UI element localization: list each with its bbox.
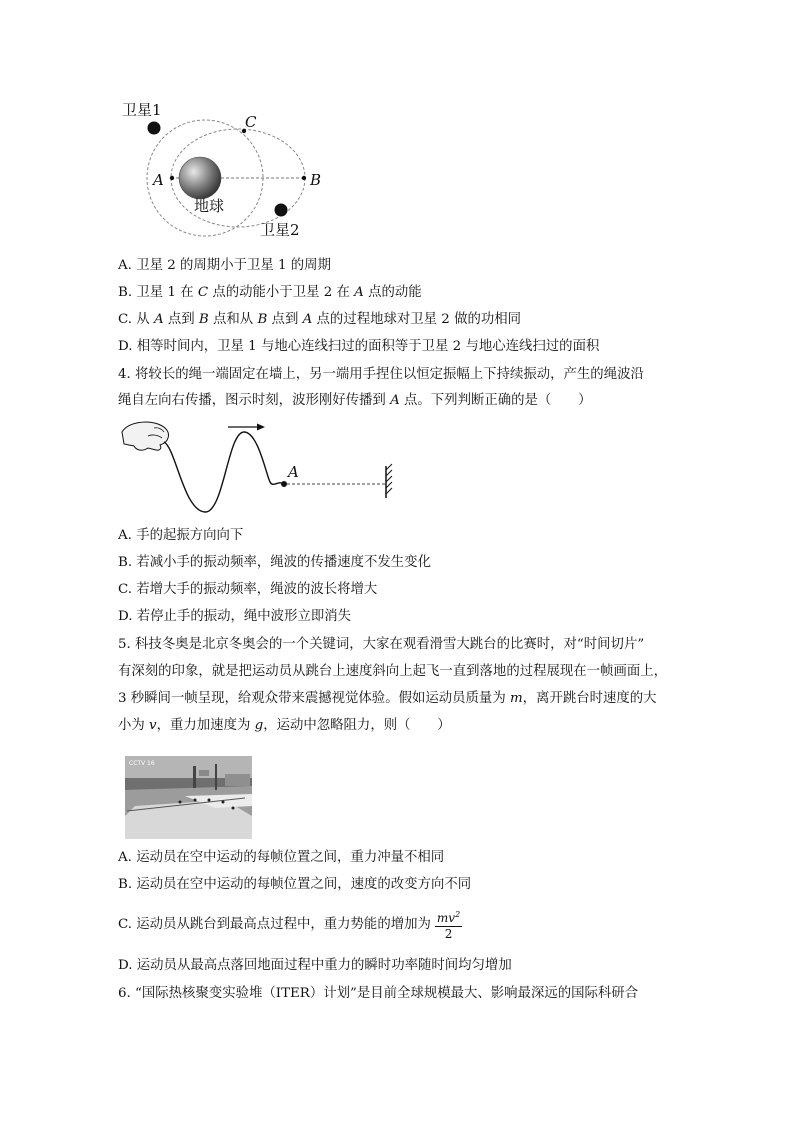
option-text: 点到 xyxy=(163,312,199,327)
q5-stem-line3 xyxy=(118,690,657,708)
q3-option-c xyxy=(118,311,521,329)
option-letter: D. xyxy=(118,958,133,973)
option-text: 点的动能小于卫星 2 在 xyxy=(208,285,355,300)
q5-stem-text: ，运动中忽略阻力，则（ ） xyxy=(263,718,451,733)
q5-stem-line1: 5. 科技冬奥是北京冬奥会的一个关键词，大家在观看滑雪大跳台的比赛时，对“时间切片” xyxy=(118,637,645,652)
option-letter: A. xyxy=(118,528,132,543)
option-letter: B. xyxy=(118,285,133,300)
ski-jump-photo xyxy=(125,756,252,839)
point-a-label: A xyxy=(153,171,164,189)
q5-stem-line2: 有深刻的印象，就是把运动员从跳台上速度斜向上起飞一直到落地的过程展现在一帧画面上， xyxy=(118,664,668,679)
satellite2-dot xyxy=(275,204,288,217)
option-letter: B. xyxy=(118,877,133,892)
q4-stem-text: 点。下列判断正确的是（ ） xyxy=(399,393,592,408)
option-text: 相等时间内，卫星 1 与地心连线扫过的面积等于卫星 2 与地心连线扫过的面积 xyxy=(136,339,600,354)
rope-wave xyxy=(164,432,284,512)
q3-option-a xyxy=(118,257,331,275)
q3-option-b xyxy=(118,284,422,302)
option-var: C xyxy=(197,285,209,300)
option-letter: B. xyxy=(118,555,133,570)
q4-stem-line2 xyxy=(118,392,591,410)
option-text: 若增大手的振动频率，绳波的波长将增大 xyxy=(136,582,378,597)
q5-option-b xyxy=(118,876,471,894)
q4-stem-var: A xyxy=(390,393,400,408)
option-var: A xyxy=(354,285,364,300)
fraction-denominator: 2 xyxy=(444,927,453,941)
option-letter: A. xyxy=(118,850,132,865)
q4-stem-text: 绳自左向右传播，图示时刻，波形刚好传播到 xyxy=(118,393,391,408)
option-var: A xyxy=(153,312,164,327)
option-var: B xyxy=(198,312,209,327)
option-letter: A. xyxy=(118,258,132,273)
q5-option-d xyxy=(118,957,512,975)
q5-stem-text: 3 秒瞬间一帧呈现，给观众带来震撼视觉体验。假如运动员质量为 xyxy=(118,691,510,706)
option-text: 从 xyxy=(136,312,154,327)
q5-stem-text: ，离开跳台时速度的大 xyxy=(522,691,657,706)
point-b-dot xyxy=(302,176,306,180)
satellite1-dot xyxy=(148,122,161,135)
rope-wave-diagram xyxy=(118,418,398,518)
option-text: 点的动能 xyxy=(363,285,422,300)
option-letter: C. xyxy=(118,312,133,327)
q5-stem-line4 xyxy=(118,717,451,735)
arrow-head xyxy=(257,424,265,431)
q5-option-c xyxy=(118,905,462,945)
q3-option-d xyxy=(118,338,599,356)
q4-stem-line1: 4. 将较长的绳一端固定在墙上，另一端用手捏住以恒定振幅上下持续振动，产生的绳波沿 xyxy=(118,367,644,382)
option-letter: C. xyxy=(118,582,133,597)
option-text: 点和从 xyxy=(208,312,258,327)
fraction-mv2-over-2 xyxy=(435,907,462,942)
q5-stem-text: 小为 xyxy=(118,718,150,733)
satellite1-label: 卫星1 xyxy=(122,101,162,119)
option-text: 手的起振方向向下 xyxy=(136,528,244,543)
q5-option-a xyxy=(118,849,444,867)
fraction-exponent: 2 xyxy=(455,910,461,919)
tv-logo: CCTV 16 xyxy=(129,760,155,767)
option-text: 运动员在空中运动的每帧位置之间，重力冲量不相同 xyxy=(136,850,445,865)
satellite2-label: 卫星2 xyxy=(260,221,300,239)
fraction-numerator: mv xyxy=(436,911,456,925)
option-text: 运动员从最高点落回地面过程中重力的瞬时功率随时间均匀增加 xyxy=(136,958,512,973)
earth-label: 地球 xyxy=(194,197,225,215)
point-a-dot xyxy=(281,481,287,487)
option-text: 卫星 2 的周期小于卫星 1 的周期 xyxy=(136,258,331,273)
option-text: 点到 xyxy=(267,312,303,327)
option-letter: C. xyxy=(118,917,133,932)
q6-stem-line1: 6. “国际热核聚变实验堆（ITER）计划”是目前全球规模最大、影响最深远的国际科研合 xyxy=(118,986,639,1001)
option-letter: D. xyxy=(118,609,133,624)
q4-option-a xyxy=(118,527,243,545)
option-text: 点的过程地球对卫星 2 做的功相同 xyxy=(312,312,522,327)
point-c-label: C xyxy=(245,113,257,131)
option-var: B xyxy=(257,312,268,327)
q4-option-c xyxy=(118,581,377,599)
q5-stem-var: v xyxy=(149,718,157,733)
q4-option-d xyxy=(118,608,351,626)
ski-jump-image xyxy=(125,756,252,839)
orbit-figure xyxy=(118,95,338,245)
option-text: 运动员从跳台到最高点过程中，重力势能的增加为 xyxy=(136,917,431,932)
earth-sphere xyxy=(179,157,221,199)
q5-stem-text: ，重力加速度为 xyxy=(156,718,255,733)
option-text: 若减小手的振动频率，绳波的传播速度不发生变化 xyxy=(136,555,431,570)
option-text: 卫星 1 在 xyxy=(136,285,198,300)
option-text: 运动员在空中运动的每帧位置之间，速度的改变方向不同 xyxy=(136,877,472,892)
q4-option-b xyxy=(118,554,431,572)
hand-icon xyxy=(122,422,169,450)
option-letter: D. xyxy=(118,339,133,354)
option-text: 若停止手的振动，绳中波形立即消失 xyxy=(136,609,352,624)
wave-point-a-label: A xyxy=(288,463,299,481)
q5-stem-var: m xyxy=(509,691,523,706)
point-a-dot xyxy=(170,176,174,180)
option-var: A xyxy=(302,312,313,327)
point-b-label: B xyxy=(310,171,322,189)
rope-wave-figure xyxy=(118,418,398,518)
q5-stem-var: g xyxy=(254,718,264,733)
